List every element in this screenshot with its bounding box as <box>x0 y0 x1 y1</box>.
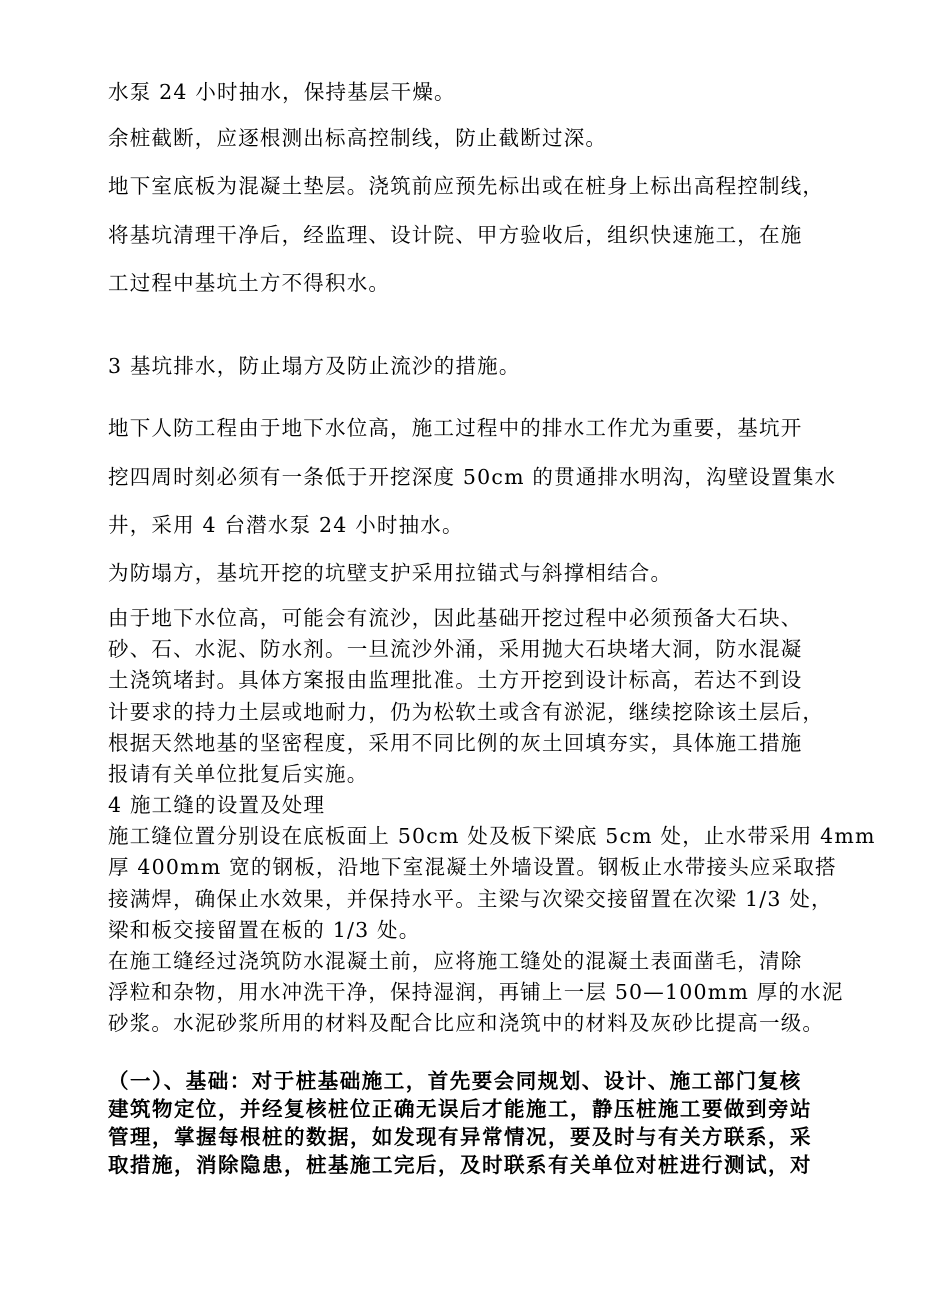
section-heading: 4 施工缝的设置及处理 <box>108 793 326 817</box>
text-line: 将基坑清理干净后，经监理、设计院、甲方验收后，组织快速施工，在施 <box>108 223 803 247</box>
text-line: 建筑物定位，并经复核桩位正确无误后才能施工，静压桩施工要做到旁站 <box>108 1097 812 1121</box>
text-line: 接满焊，确保止水效果，并保持水平。主梁与次梁交接留置在次梁 1/3 处， <box>108 887 833 911</box>
text-line: 由于地下水位高，可能会有流沙，因此基础开挖过程中必须预备大石块、 <box>108 606 803 630</box>
text-line: 井，采用 4 台潜水泵 24 小时抽水。 <box>108 513 464 537</box>
text-line: 计要求的持力土层或地耐力，仍为松软土或含有淤泥，继续挖除该土层后， <box>108 700 825 724</box>
text-line: 梁和板交接留置在板的 1/3 处。 <box>108 918 421 942</box>
text-line: 在施工缝经过浇筑防水混凝土前，应将施工缝处的混凝土表面凿毛，清除 <box>108 949 803 973</box>
text-line: 浮粒和杂物，用水冲洗干净，保持湿润，再铺上一层 50—100mm 厚的水泥 <box>108 980 844 1004</box>
text-line: 根据天然地基的坚密程度，采用不同比例的灰土回填夯实，具体施工措施 <box>108 731 803 755</box>
text-line: 施工缝位置分别设在底板面上 50cm 处及板下梁底 5cm 处，止水带采用 4mm <box>108 824 876 848</box>
text-line: 地下人防工程由于地下水位高，施工过程中的排水工作尤为重要，基坑开 <box>108 416 803 440</box>
text-line: 地下室底板为混凝土垫层。浇筑前应预先标出或在桩身上标出高程控制线， <box>108 174 825 198</box>
text-line: 砂、石、水泥、防水剂。一旦流沙外涌，采用抛大石块堵大洞，防水混凝 <box>108 637 803 661</box>
text-line: 土浇筑堵封。具体方案报由监理批准。土方开挖到设计标高，若达不到设 <box>108 668 803 692</box>
text-line: 取措施，消除隐患，桩基施工完后，及时联系有关单位对桩进行测试，对 <box>108 1153 812 1177</box>
paragraph-heading-line: （一）、基础：对于桩基础施工，首先要会同规划、设计、施工部门复核 <box>108 1069 802 1093</box>
text-line: 管理，掌握每根桩的数据，如发现有异常情况，要及时与有关方联系，采 <box>108 1125 812 1149</box>
text-line: 厚 400mm 宽的钢板，沿地下室混凝土外墙设置。钢板止水带接头应采取搭 <box>108 855 837 879</box>
text-line: 水泵 24 小时抽水，保持基层干燥。 <box>108 80 456 104</box>
text-line: 挖四周时刻必须有一条低于开挖深度 50cm 的贯通排水明沟，沟壁设置集水 <box>108 465 837 489</box>
text-line: 报请有关单位批复后实施。 <box>108 762 369 786</box>
text-line: 为防塌方，基坑开挖的坑壁支护采用拉锚式与斜撑相结合。 <box>108 561 673 585</box>
text-line: 砂浆。水泥砂浆所用的材料及配合比应和浇筑中的材料及灰砂比提高一级。 <box>108 1011 825 1035</box>
text-line: 工过程中基坑土方不得积水。 <box>108 271 391 295</box>
text-line: 余桩截断，应逐根测出标高控制线，防止截断过深。 <box>108 126 608 150</box>
section-heading: 3 基坑排水，防止塌方及防止流沙的措施。 <box>108 354 521 378</box>
